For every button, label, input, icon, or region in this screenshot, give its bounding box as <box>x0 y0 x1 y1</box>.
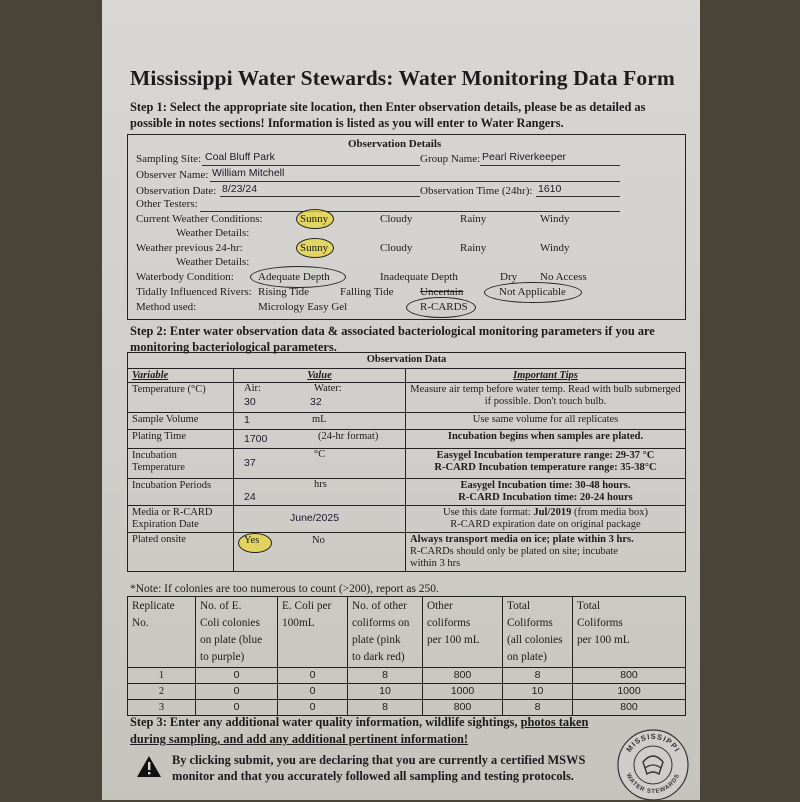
declaration-line1: By clicking submit, you are declaring that you are currently a certified MSWS <box>172 753 586 767</box>
plated-onsite-tip <box>406 533 686 572</box>
replicate-value-cell[interactable]: 1000 <box>573 684 686 700</box>
other-testers-label: Other Testers: <box>136 198 198 210</box>
temperature-label: Temperature (°C) <box>128 383 234 413</box>
replicate-col-header-4 <box>423 597 503 668</box>
incubation-temperature-unit: °C <box>314 449 326 460</box>
observation-date-field[interactable]: 8/23/24 <box>222 183 258 195</box>
replicate-value-cell[interactable]: 0 <box>278 700 348 716</box>
replicate-col-header-line: Replicate <box>132 600 175 612</box>
prev-weather-option-windy[interactable]: Windy <box>540 242 570 254</box>
replicate-value-cell[interactable]: 8 <box>503 700 573 716</box>
replicate-table <box>127 596 686 716</box>
replicate-col-header-line: on plate (blue <box>200 634 263 646</box>
observation-details-heading: Observation Details <box>348 138 442 150</box>
logo-text-top: MISSISSIPPI <box>624 731 682 754</box>
waterbody-option-adequate[interactable]: Adequate Depth <box>258 271 330 283</box>
replicate-value-cell[interactable]: 0 <box>278 668 348 684</box>
replicate-col-header-line: to purple) <box>200 651 245 663</box>
form-title: Mississippi Water Stewards: Water Monitoring Data Form <box>130 66 675 90</box>
incubation-periods-field[interactable]: 24 <box>244 491 256 503</box>
incubation-temperature-tip-line2: R-CARD Incubation temperature range: 35-38°C <box>434 462 657 473</box>
replicate-number: 3 <box>128 700 196 716</box>
incubation-temperature-label <box>128 449 234 479</box>
replicate-header-row <box>128 597 686 668</box>
sample-volume-tip: Use same volume for all replicates <box>406 413 686 430</box>
step1-instructions-line1: Step 1: Select the appropriate site location, then Enter observation details, please be as detailed as <box>130 100 646 114</box>
plating-time-field[interactable]: 1700 <box>244 433 268 445</box>
observation-date-underline <box>220 196 420 197</box>
media-expiration-label-line1: Media or R-CARD <box>132 507 213 518</box>
media-expiration-label-line2: Expiration Date <box>132 519 199 530</box>
step2-instructions-line1: Step 2: Enter water observation data & associated bacteriological monitoring parameters if you are <box>130 324 655 338</box>
incubation-temperature-tip <box>406 449 686 479</box>
incubation-periods-tip <box>406 479 686 506</box>
plating-time-values <box>234 430 406 449</box>
water-label: Water: <box>314 383 342 394</box>
incubation-temperature-tip-line1: Easygel Incubation temperature range: 29-37 °C <box>436 450 655 461</box>
observation-data-table <box>127 352 686 572</box>
step3-instructions-text: Step 3: Enter any additional water quality information, wildlife sightings, <box>130 715 521 729</box>
current-weather-option-cloudy[interactable]: Cloudy <box>380 213 413 225</box>
plating-time-unit: (24-hr format) <box>318 431 379 442</box>
sample-volume-values <box>234 413 406 430</box>
media-expiration-field[interactable]: June/2025 <box>290 512 340 524</box>
observer-name-field[interactable]: William Mitchell <box>212 167 285 179</box>
group-name-underline <box>480 165 620 166</box>
declaration-line2: monitor and that you accurately followed all sampling and testing protocols. <box>172 769 574 783</box>
replicate-row <box>128 668 686 684</box>
current-weather-option-sunny[interactable]: Sunny <box>300 213 329 225</box>
replicate-col-header-5 <box>503 597 573 668</box>
replicate-value-cell[interactable]: 800 <box>423 668 503 684</box>
replicate-col-header-line: plate (pink <box>352 634 401 646</box>
replicate-value-cell[interactable]: 0 <box>196 700 278 716</box>
replicate-col-header-line: E. Coli per <box>282 600 332 612</box>
replicate-col-header-line: Coliforms <box>577 617 623 629</box>
replicate-value-cell[interactable]: 8 <box>348 700 423 716</box>
replicate-col-header-line: per 100 mL <box>427 634 480 646</box>
replicate-value-cell[interactable]: 0 <box>196 668 278 684</box>
tidal-label: Tidally Influenced Rivers: <box>136 286 252 298</box>
waterbody-option-inadequate[interactable]: Inadequate Depth <box>380 271 458 283</box>
replicate-col-header-line: to dark red) <box>352 651 405 663</box>
observation-time-underline <box>536 196 620 197</box>
replicate-number: 1 <box>128 668 196 684</box>
media-expiration-tip-line1c: (from media box) <box>571 507 649 518</box>
water-temp-field[interactable]: 32 <box>310 396 322 408</box>
replicate-value-cell[interactable]: 800 <box>573 700 686 716</box>
mississippi-water-stewards-logo <box>616 728 690 802</box>
incubation-temperature-field[interactable]: 37 <box>244 457 256 469</box>
plated-onsite-option-yes[interactable]: Yes <box>244 535 260 546</box>
incubation-periods-tip-line1: Easygel Incubation time: 30-48 hours. <box>460 480 631 491</box>
plating-time-label: Plating Time <box>128 430 234 449</box>
method-option-rcards[interactable]: R-CARDS <box>420 301 468 313</box>
step3-photos-link[interactable]: photos taken <box>520 715 589 729</box>
temperature-values <box>234 383 406 413</box>
incubation-temperature-label-line1: Incubation <box>132 450 177 461</box>
warning-icon <box>136 755 162 778</box>
sampling-site-label: Sampling Site: <box>136 153 202 165</box>
step1-instructions-line2: possible in notes sections! Information is listed as you will enter to Water Rangers. <box>130 116 564 130</box>
replicate-col-header-6 <box>573 597 686 668</box>
current-weather-label: Current Weather Conditions: <box>136 213 263 225</box>
air-label: Air: <box>244 383 261 394</box>
plated-onsite-tip-line2: R-CARDs should only be plated on site; incubate <box>410 546 618 557</box>
media-expiration-tip-line1a: Use this date format: <box>442 507 534 518</box>
observation-time-field[interactable]: 1610 <box>538 183 562 195</box>
current-weather-details-label: Weather Details: <box>176 227 250 239</box>
plated-onsite-label: Plated onsite <box>128 533 234 572</box>
replicate-col-header-line: (all colonies <box>507 634 563 646</box>
step3-instructions-line1 <box>130 714 588 730</box>
col-value-header: Value <box>234 369 406 383</box>
waterbody-option-dry[interactable]: Dry <box>500 271 518 283</box>
prev-weather-option-rainy[interactable]: Rainy <box>460 242 487 254</box>
other-testers-field[interactable] <box>200 211 620 212</box>
replicate-col-header-line: coliforms on <box>352 617 410 629</box>
replicate-col-header-line: Coli colonies <box>200 617 260 629</box>
replicate-value-cell[interactable]: 1000 <box>423 684 503 700</box>
tidal-option-falling[interactable]: Falling Tide <box>340 286 394 298</box>
tidal-option-rising[interactable]: Rising Tide <box>258 286 310 298</box>
replicate-value-cell[interactable]: 800 <box>423 700 503 716</box>
form-paper <box>102 0 700 800</box>
group-name-field[interactable]: Pearl Riverkeeper <box>482 151 567 163</box>
replicate-row <box>128 684 686 700</box>
temperature-tip: Measure air temp before water temp. Read with bulb submerged if possible. Don't touch bulb. <box>406 383 686 413</box>
plated-onsite-tip-line1: Always transport media on ice; plate within 3 hrs. <box>410 534 634 545</box>
current-weather-option-windy[interactable]: Windy <box>540 213 570 225</box>
replicate-col-header-line: Coliforms <box>507 617 553 629</box>
incubation-temperature-label-line2: Temperature <box>132 462 185 473</box>
media-expiration-tip <box>406 506 686 533</box>
air-temp-field[interactable]: 30 <box>244 396 256 408</box>
replicate-value-cell[interactable]: 10 <box>348 684 423 700</box>
replicate-value-cell[interactable]: 0 <box>196 684 278 700</box>
prev-weather-option-cloudy[interactable]: Cloudy <box>380 242 413 254</box>
prev-weather-option-sunny[interactable]: Sunny <box>300 242 329 254</box>
step3-instructions-line2: during sampling, and add any additional pertinent information! <box>130 732 469 746</box>
prev-weather-label: Weather previous 24-hr: <box>136 242 243 254</box>
replicate-col-header-line: Other <box>427 600 453 612</box>
replicate-col-header-line: Total <box>577 600 601 612</box>
method-option-easy-gel[interactable]: Micrology Easy Gel <box>258 301 348 313</box>
current-weather-option-rainy[interactable]: Rainy <box>460 213 487 225</box>
replicate-col-header-line: on plate) <box>507 651 547 663</box>
replicate-col-header-line: No. <box>132 617 149 629</box>
sample-volume-field[interactable]: 1 <box>244 414 250 426</box>
replicate-col-header-line: coliforms <box>427 617 471 629</box>
incubation-periods-values <box>234 479 406 506</box>
replicate-col-header-line: No. of E. <box>200 600 242 612</box>
replicate-col-header-line: 100mL <box>282 617 315 629</box>
replicate-col-header-0 <box>128 597 196 668</box>
logo-text-bottom: WATER STEWARDS <box>624 772 682 796</box>
step2-instructions-line2: monitoring bacteriological parameters. <box>130 340 337 354</box>
replicate-value-cell[interactable]: 0 <box>278 684 348 700</box>
media-expiration-tip-line2: R-CARD expiration date on original package <box>450 519 641 530</box>
sample-volume-unit: mL <box>312 414 327 425</box>
replicate-value-cell[interactable]: 8 <box>503 668 573 684</box>
observation-time-label: Observation Time (24hr): <box>420 185 533 197</box>
replicate-col-header-line: Total <box>507 600 531 612</box>
replicate-value-cell[interactable]: 10 <box>503 684 573 700</box>
plated-onsite-option-no[interactable]: No <box>312 535 325 546</box>
replicate-col-header-line: No. of other <box>352 600 407 612</box>
colony-count-note: *Note: If colonies are too numerous to count (>200), report as 250. <box>130 583 439 595</box>
incubation-periods-unit: hrs <box>314 479 327 490</box>
replicate-col-header-3 <box>348 597 423 668</box>
col-variable-header: Variable <box>128 369 234 383</box>
observer-name-underline <box>210 181 620 182</box>
media-expiration-tip-format: Jul/2019 <box>533 507 572 518</box>
waterbody-option-no-access[interactable]: No Access <box>540 271 587 283</box>
waterbody-condition-label: Waterbody Condition: <box>136 271 234 283</box>
tidal-option-not-applicable[interactable]: Not Applicable <box>499 286 566 298</box>
media-expiration-label <box>128 506 234 533</box>
sampling-site-field[interactable]: Coal Bluff Park <box>205 151 275 163</box>
replicate-col-header-2 <box>278 597 348 668</box>
replicate-number: 2 <box>128 684 196 700</box>
incubation-temperature-values <box>234 449 406 479</box>
plating-time-tip: Incubation begins when samples are plated. <box>406 430 686 449</box>
sampling-site-underline <box>202 165 420 166</box>
replicate-value-cell[interactable]: 8 <box>348 668 423 684</box>
method-label: Method used: <box>136 301 197 313</box>
tidal-option-uncertain[interactable]: Uncertain <box>420 286 464 298</box>
sample-volume-label: Sample Volume <box>128 413 234 430</box>
group-name-label: Group Name: <box>420 153 481 165</box>
replicate-col-header-line: per 100 mL <box>577 634 630 646</box>
media-expiration-values <box>234 506 406 533</box>
incubation-periods-tip-line2: R-CARD Incubation time: 20-24 hours <box>458 492 633 503</box>
prev-weather-details-label: Weather Details: <box>176 256 250 268</box>
replicate-col-header-1 <box>196 597 278 668</box>
plated-onsite-tip-line3: within 3 hrs <box>410 558 461 569</box>
plated-onsite-values <box>234 533 406 572</box>
col-tips-header: Important Tips <box>406 369 686 383</box>
incubation-periods-label: Incubation Periods <box>128 479 234 506</box>
observer-name-label: Observer Name: <box>136 169 209 181</box>
observation-date-label: Observation Date: <box>136 185 217 197</box>
observation-data-heading: Observation Data <box>128 353 686 369</box>
replicate-value-cell[interactable]: 800 <box>573 668 686 684</box>
